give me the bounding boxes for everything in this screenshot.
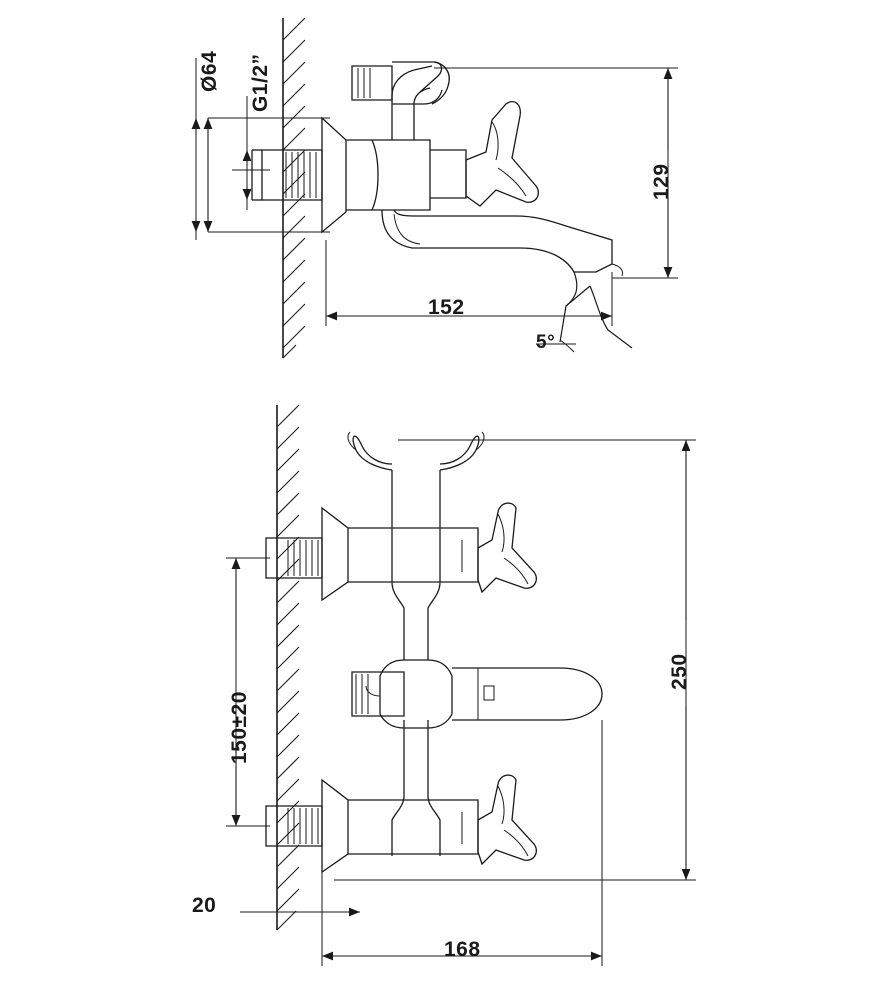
diverter-body-front [380, 660, 452, 728]
dim-label-spout-152: 152 [428, 296, 465, 319]
spout-body-front [452, 668, 602, 720]
dim-label-wall-offset-20: 20 [192, 894, 217, 917]
dim-label-total-height-250: 250 [668, 653, 691, 690]
lever-handle-lower-front [478, 775, 536, 864]
spout-outline-upper [382, 210, 612, 272]
wall-hatching-lower [277, 405, 299, 930]
flange-cone-upper [322, 118, 346, 232]
riser-left-lower [392, 720, 404, 856]
dim-label-angle-5deg: 5° [536, 332, 556, 353]
lever-handle-upper-front [478, 503, 536, 592]
aerator-stream [560, 272, 577, 342]
dim-label-thread: G1/2” [249, 53, 272, 112]
body-neck-curve [372, 140, 378, 210]
dim-label-center-distance: 150±20 [228, 691, 251, 764]
valve-body-lower-front [348, 800, 478, 854]
body-main-upper [346, 140, 430, 210]
riser-right-lower [428, 720, 440, 856]
bracket-hook-left [353, 436, 392, 470]
lower-dimensions [226, 440, 696, 966]
flange-cone-lower-front [322, 780, 348, 872]
dim-label-height-129: 129 [650, 163, 673, 200]
riser-right [428, 528, 440, 660]
riser-inner-upper [414, 88, 430, 140]
riser-upper [392, 66, 432, 140]
bracket-arm-upper [392, 62, 441, 92]
aerator-stream-2 [590, 286, 632, 348]
spout-detail-front [484, 686, 494, 700]
lower-view-group [266, 405, 602, 930]
flange-cone-upper-front [322, 508, 348, 600]
valve-body-upper-front [348, 528, 478, 582]
bracket-hatch-upper [358, 68, 370, 98]
diverter-inlet-front [352, 672, 404, 716]
bracket-hook-right [440, 436, 479, 470]
dim-label-diameter: Ø64 [198, 50, 221, 92]
dim-label-width-168: 168 [444, 938, 481, 961]
inlet-thread-hatch [286, 152, 316, 198]
lever-handle-upper [466, 102, 538, 206]
valve-stem-upper [430, 150, 466, 198]
riser-left [392, 528, 404, 660]
